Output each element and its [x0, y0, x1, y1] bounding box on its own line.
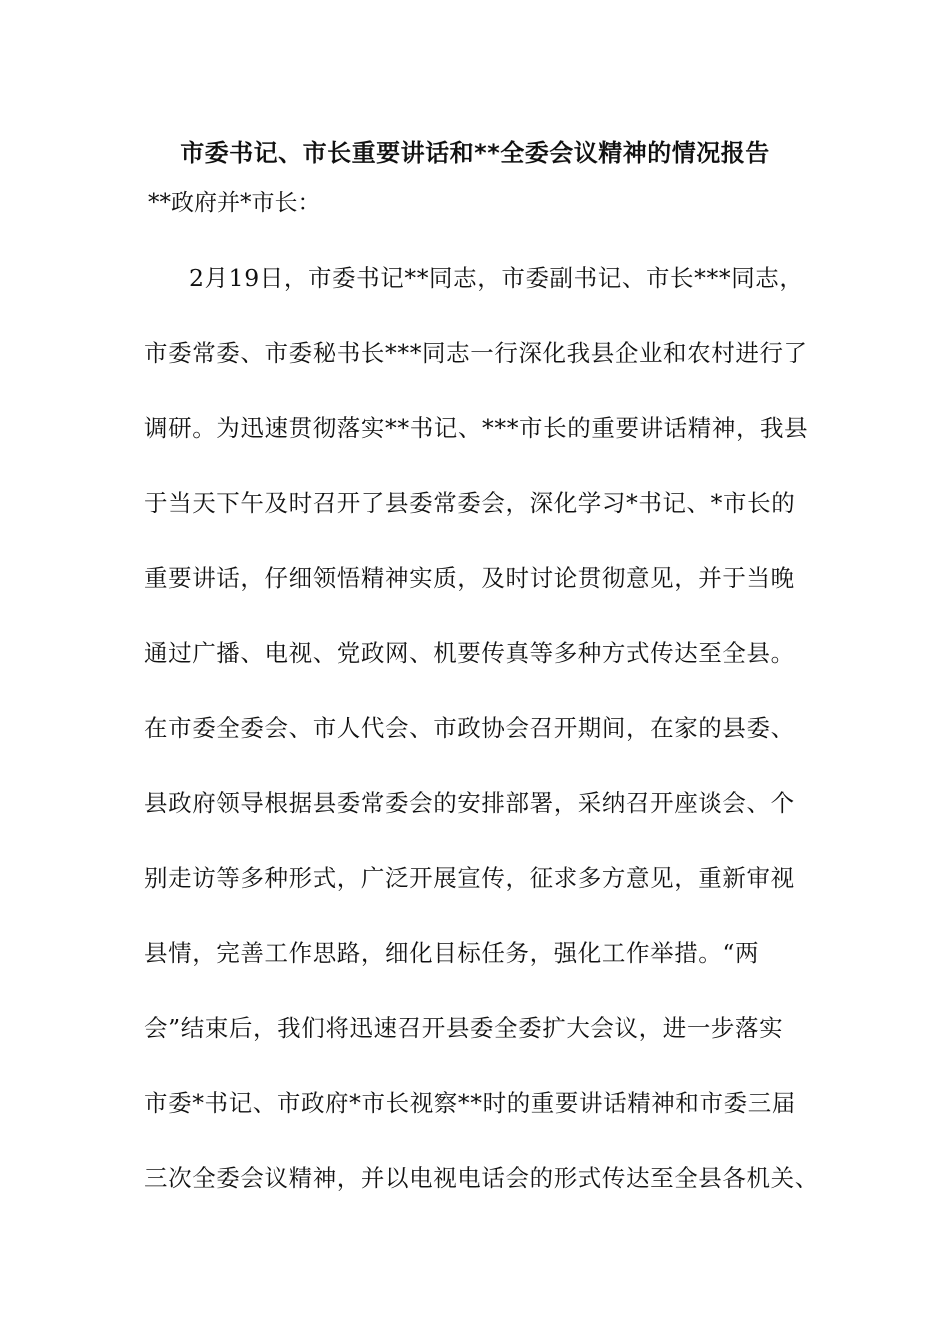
body-line: 市委*书记、市政府*市长视察**时的重要讲话精神和市委三届	[144, 1089, 796, 1117]
body-line: 通过广播、电视、党政网、机要传真等多种方式传达至全县。	[144, 639, 795, 667]
document-title: 市委书记、市长重要讲话和**全委会议精神的情况报告	[180, 139, 770, 167]
body-line: 2月19日，市委书记**同志，市委副书记、市长***同志，	[189, 264, 804, 292]
body-text	[144, 260, 834, 1235]
body-line: 三次全委会议精神，并以电视电话会的形式传达至全县各机关、	[144, 1164, 819, 1192]
salutation: **政府并*市长：	[148, 190, 321, 216]
body-line: 别走访等多种形式，广泛开展宣传，征求多方意见，重新审视	[144, 864, 795, 892]
body-line: 调研。为迅速贯彻落实**书记、***市长的重要讲话精神，我县	[144, 414, 809, 442]
body-line: 于当天下午及时召开了县委常委会，深化学习*书记、*市长的	[144, 489, 796, 517]
body-line: 县政府领导根据县委常委会的安排部署，采纳召开座谈会、个	[144, 789, 795, 817]
body-line: 县情，完善工作思路，细化目标任务，强化工作举措。“两	[144, 939, 760, 967]
body-line: 会”结束后，我们将迅速召开县委全委扩大会议，进一步落实	[144, 1014, 784, 1042]
body-line: 在市委全委会、市人代会、市政协会召开期间，在家的县委、	[144, 714, 795, 742]
body-line: 市委常委、市委秘书长***同志一行深化我县企业和农村进行了	[144, 339, 808, 367]
body-line: 重要讲话，仔细领悟精神实质，及时讨论贯彻意见，并于当晚	[144, 564, 795, 592]
